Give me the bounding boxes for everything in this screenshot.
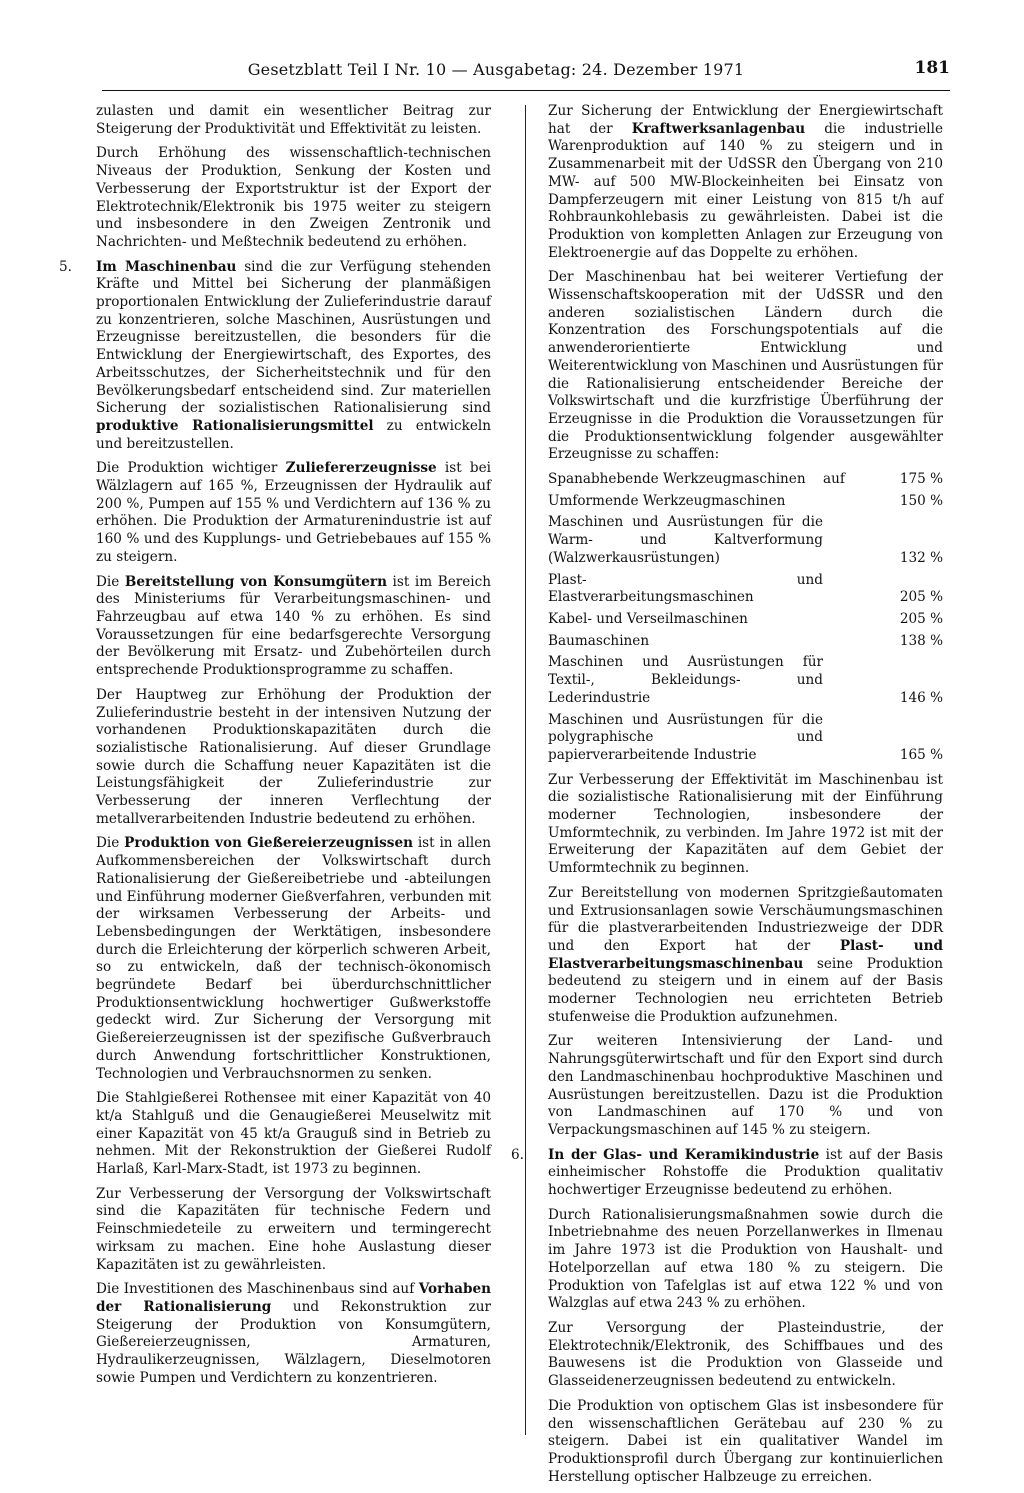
bold-term: Kraftwerksanlagenbau — [631, 120, 806, 137]
table-row — [548, 712, 943, 765]
running-header — [102, 60, 950, 91]
bold-term: Plast- und Elastverarbeitungsmaschinenbau — [548, 937, 943, 972]
header-title: Gesetzblatt Teil I Nr. 10 — Ausgabetag: 24. Dezember 1971 — [247, 60, 745, 79]
paragraph — [548, 103, 943, 262]
paragraph — [96, 1281, 491, 1387]
column-divider — [525, 105, 526, 1435]
row-value: 132 % — [899, 549, 943, 566]
table-row — [548, 633, 943, 651]
table-row — [548, 611, 943, 629]
row-value: 165 % — [899, 746, 943, 763]
row-prefix: auf — [823, 471, 845, 488]
row-value: 146 % — [899, 689, 943, 706]
paragraph-text: Die — [96, 835, 125, 852]
row-label: Plast- und Elastverarbeitungsmaschinen — [548, 571, 823, 606]
right-column — [511, 103, 943, 1493]
paragraph — [96, 835, 491, 1083]
section-6 — [511, 1146, 943, 1200]
paragraph: Zur weiteren Intensivierung der Land- und Nahrungsgüterwirtschaft und für den Export sind durch den Landmaschinenbau hochproduktive Maschinen und Ausrüstungen bereitzustellen. Dazu ist die Produktion von Landmaschinen auf 170 % und von Verpackungsmaschinen auf 145 % zu steigern. — [548, 1033, 943, 1138]
section-5 — [59, 258, 492, 454]
paragraph-text: ist im Bereich des Ministeriums für Verarbeitungsmaschinen- und Fahrzeugbau auf etwa 140 % zu erhöhen. Es sind Voraussetzungen für eine bedarfsgerechte Versorgung der Bevölkerung mit Ersatz- und Zubehörteilen durch entsprechende Produktionsprogramme zu schaffen. — [96, 573, 491, 679]
row-value: 175 % — [899, 471, 943, 488]
paragraph-text: Die Produktion wichtiger — [96, 460, 286, 477]
paragraph: Die Stahlgießerei Rothensee mit einer Kapazität von 40 kt/a Stahlguß und die Genaugießerei Meuselwitz mit einer Kapazität von 45 kt/a Grauguß sind in Betrieb zu nehmen. Mit der Rekonstruktion der Gießerei Rudolf Harlaß, Karl-Marx-Stadt, ist 1973 zu beginnen. — [96, 1090, 491, 1178]
bold-term: Im Maschinenbau — [96, 258, 237, 275]
paragraph-text: Zur Sicherung der Entwicklung der Energiewirtschaft hat der — [548, 103, 943, 137]
bold-term: Produktion von Gießereierzeugnissen — [124, 835, 413, 852]
row-label: Kabel- und Verseilmaschinen — [548, 610, 748, 627]
table-row — [548, 654, 943, 707]
left-column — [59, 103, 492, 1395]
page-number: 181 — [914, 58, 950, 78]
section-number: 5. — [59, 258, 72, 275]
paragraph: Der Hauptweg zur Erhöhung der Produktion der Zulieferindustrie besteht in der intensiven Nutzung der vorhandenen Produktionskapazitäten durch die sozialistische Rationalisierung. Auf dieser Grundlage sowie durch die Schaffung neuer Kapazitäten ist die Leistungsfähigkeit der Zulieferindustrie zur Verbesserung der inneren Verflechtung der metallverarbeitenden Industrie bedeutend zu erhöhen. — [96, 686, 491, 827]
paragraph-text: ist auf der Basis einheimischer Rohstoffe die Produktion qualitativ hochwertiger Erzeugnisse bedeutend zu erhöhen. — [548, 1146, 943, 1199]
row-label: Maschinen und Ausrüstungen für die polygraphische und papierverarbeitende Industrie — [548, 711, 823, 763]
table-row — [548, 572, 943, 607]
paragraph-text: ist bei Wälzlagern auf 165 %, Erzeugnissen der Hydraulik auf 200 %, Pumpen auf 155 % und Verdichtern auf 136 % zu erhöhen. Die Produktion der Armaturenindustrie ist auf 160 % und des Kupplungs- und Getriebebaues auf 155 % zu steigern. — [96, 460, 492, 565]
paragraph — [96, 574, 491, 680]
paragraph-text: seine Produktion bedeutend zu steigern und in einem auf der Basis moderner Technologien neu errichteten Betrieb stufenweise die Produktion aufzunehmen. — [548, 955, 943, 1025]
bold-term: Vorhaben der Rationalisierung — [96, 1281, 491, 1315]
paragraph-text: und Rekonstruktion zur Steigerung der Produktion von Konsumgütern, Gießereierzeugnissen, Armaturen, Hydraulikerzeugnissen, Wälzlagern, Dieselmotoren sowie Pumpen und Verdichtern zu konzentrieren. — [96, 1299, 491, 1386]
row-label: Spanabhebende Werkzeugmaschinen — [548, 471, 806, 488]
table-row — [548, 471, 943, 489]
row-value: 150 % — [899, 492, 943, 509]
paragraph: Zur Verbesserung der Versorgung der Volkswirtschaft sind die Kapazitäten für technische Federn und Feinschmiedeteile zu erweitern und termingerecht wirksam zu machen. Eine hohe Auslastung dieser Kapazitäten ist zu gewährleisten. — [96, 1185, 491, 1273]
paragraph-text: Die Investitionen des Maschinenbaus sind auf — [96, 1281, 419, 1298]
section-number: 6. — [511, 1146, 524, 1163]
paragraph — [548, 885, 943, 1027]
bold-term: In der Glas- und Keramikindustrie — [548, 1146, 820, 1163]
paragraph: zulasten und damit ein wesentlicher Beitrag zur Steigerung der Produktivität und Effektivität zu leisten. — [96, 103, 491, 137]
row-label: Maschinen und Ausrüstungen für die Warm- und Kaltverformung (Walzwerkausrüstungen) — [548, 514, 823, 566]
paragraph — [96, 460, 491, 566]
paragraph: Die Produktion von optischem Glas ist insbesondere für den wissenschaftlichen Gerätebau auf 230 % zu steigern. Dabei ist ein qualitativer Wandel im Produktionsprofil durch Übergang zur kontinuierlichen Herstellung optischer Halbzeuge zu erreichen. — [548, 1397, 943, 1485]
bold-term: Zuliefererzeugnisse — [285, 460, 437, 477]
paragraph-text: Die — [96, 573, 125, 590]
paragraph: Der Maschinenbau hat bei weiterer Vertiefung der Wissenschaftskooperation mit der UdSSR und den anderen sozialistischen Ländern durch die Konzentration des Forschungspotentials auf die anwenderorientierte Entwicklung und Weiterentwicklung von Maschinen und Ausrüstungen für die Rationalisierung entscheidender Bereiche der Volkswirtschaft und die kurzfristige Überführung der Erzeugnisse in die Produktion die Voraussetzungen für die Produktionsentwicklung folgender ausgewählter Erzeugnisse zu schaffen: — [548, 269, 943, 463]
bold-term: produktive Rationalisierungsmittel — [96, 417, 374, 434]
paragraph-text: Zur Bereitstellung von modernen Spritzgießautomaten und Extrusionsanlagen sowie Verschäumungsmaschinen für die plastverarbeitenden Industriezweige der DDR und den Export hat der — [548, 884, 943, 954]
row-value: 138 % — [899, 632, 943, 649]
paragraph-text: ist in allen Aufkommensbereichen der Volkswirtschaft durch Rationalisierung der Gießereibetriebe und -abteilungen und Einführung moderner Gießverfahren, verbunden mit der wirksamen Verbesserung der Arbeits- und Lebensbedingungen der Werktätigen, insbesondere durch die Erleichterung der körperlich schweren Arbeit, so zu entwickeln, daß der technisch-ökonomisch begründete Bedarf bei überdurchschnittlicher Produktionsentwicklung hochwertiger Gußwerkstoffe gedeckt wird. Zur Sicherung der Versorgung mit Gießereierzeugnissen ist der spezifische Gußverbrauch durch Anwendung fortschrittlicher Konstruktionen, Technologien und Verbrauchsnormen zu senken. — [96, 835, 491, 1082]
paragraph-text: sind die zur Verfügung stehenden Kräfte und Mittel bei Sicherung der planmäßigen proportionalen Entwicklung der Zulieferindustrie darauf zu konzentrieren, solche Maschinen, Ausrüstungen und Erzeugnisse bereitzustellen, die besonders für die Entwicklung der Energiewirtschaft, des Exportes, des Arbeitsschutzes, der Sicherheitstechnik und für den Bevölkerungsbedarf entscheidend sind. Zur materiellen Sicherung der sozialistischen Rationalisierung sind — [96, 258, 492, 417]
table-row — [548, 514, 943, 567]
production-targets-table — [548, 471, 943, 765]
bold-term: Bereitstellung von Konsumgütern — [124, 573, 387, 590]
paragraph: Durch Erhöhung des wissenschaftlich-technischen Niveaus der Produktion, Senkung der Kosten und Verbesserung der Exportstruktur ist der Export der Elektrotechnik/Elektronik bis 1975 weiter zu steigern und insbesondere in den Zweigen Zentronik und Nachrichten- und Meßtechnik bedeutend zu erhöhen. — [96, 145, 491, 250]
row-value: 205 % — [899, 589, 943, 606]
paragraph: Zur Versorgung der Plasteindustrie, der Elektrotechnik/Elektronik, des Schiffbaues und des Bauwesens ist die Produktion von Glasseide und Glasseidenerzeugnissen bedeutend zu entwickeln. — [548, 1320, 943, 1390]
table-row — [548, 493, 943, 511]
paragraph-text: die industrielle Warenproduktion auf 140 % zu steigern und in Zusammenarbeit mit der UdSSR den Übergang von 210 MW- auf 500 MW-Blockeinheiten bei Einsatz von Dampferzeugern mit einer Leistung von 815 t/h auf Rohbraunkohlebasis zu gewährleisten. Dabei ist die Produktion von kompletten Anlagen zur Erzeugung von Elektroenergie auf das Doppelte zu erhöhen. — [548, 120, 943, 261]
row-value: 205 % — [899, 610, 943, 627]
row-label: Umformende Werkzeugmaschinen — [548, 492, 786, 509]
row-label: Maschinen und Ausrüstungen für Textil-, Bekleidungs- und Lederindustrie — [548, 654, 823, 706]
paragraph: Zur Verbesserung der Effektivität im Maschinenbau ist die sozialistische Rationalisierung mit der Einführung moderner Technologien, insbesondere der Umformtechnik, zu verbinden. Im Jahre 1972 ist mit der Erweiterung der Kapazitäten auf dem Gebiet der Umformtechnik zu beginnen. — [548, 771, 943, 877]
paragraph-text: zu entwickeln und bereitzustellen. — [96, 417, 492, 452]
row-label: Baumaschinen — [548, 632, 650, 649]
paragraph: Durch Rationalisierungsmaßnahmen sowie durch die Inbetriebnahme des neuen Porzellanwerkes in Ilmenau im Jahre 1973 ist die Produktion von Haushalt- und Hotelporzellan auf etwa 180 % zu steigern. Die Produktion von Tafelglas ist auf etwa 122 % und von Walzglas auf etwa 243 % zu erhöhen. — [548, 1206, 943, 1312]
